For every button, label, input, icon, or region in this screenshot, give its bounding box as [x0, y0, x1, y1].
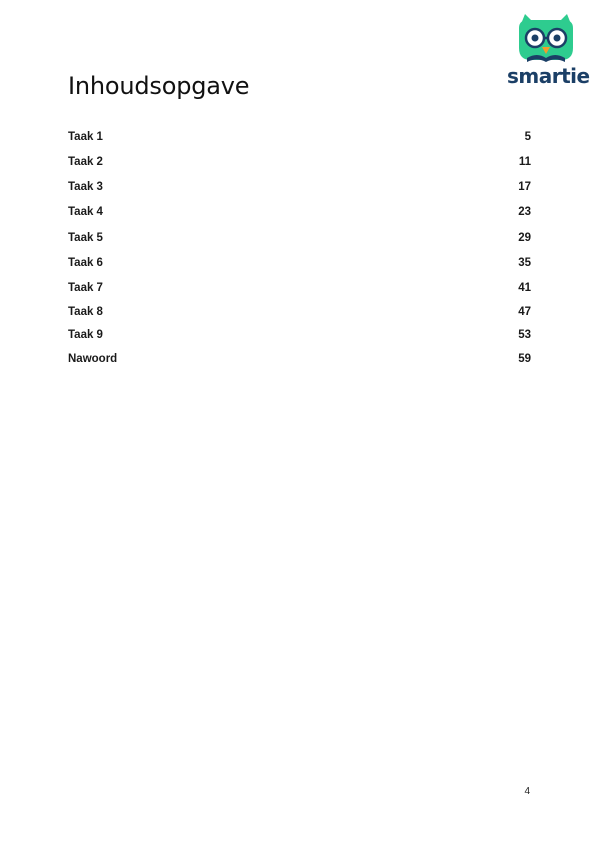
toc-page: 41: [518, 282, 531, 294]
owl-icon: [507, 14, 585, 64]
toc-row-taak-6[interactable]: [68, 254, 531, 272]
toc-label: Taak 8: [68, 306, 103, 318]
toc-row-taak-1[interactable]: [68, 128, 531, 146]
toc-label: Taak 2: [68, 156, 103, 168]
page-number: 4: [524, 786, 530, 797]
toc-row-taak-8[interactable]: [68, 303, 531, 321]
toc-page: 11: [518, 156, 531, 168]
toc-label: Taak 5: [68, 232, 103, 244]
toc-row-taak-9[interactable]: [68, 326, 531, 344]
toc-row-nawoord[interactable]: [68, 350, 531, 368]
toc-row-taak-2[interactable]: [68, 153, 531, 171]
toc-page: 17: [518, 181, 531, 193]
toc-page: 35: [518, 257, 531, 269]
toc-page: 47: [518, 306, 531, 318]
toc-label: Taak 7: [68, 282, 103, 294]
toc-label: Taak 3: [68, 181, 103, 193]
toc-row-taak-7[interactable]: [68, 279, 531, 297]
toc-label: Taak 9: [68, 329, 103, 341]
toc-label: Taak 6: [68, 257, 103, 269]
toc-page: 5: [524, 131, 531, 143]
toc-row-taak-3[interactable]: [68, 178, 531, 196]
logo-text: smartie: [507, 64, 590, 88]
toc-label: Nawoord: [68, 353, 118, 365]
toc-page: 59: [518, 353, 531, 365]
smartie-logo: [507, 14, 590, 88]
toc-label: Taak 1: [68, 131, 103, 143]
toc-page: 29: [518, 232, 531, 244]
toc-page: 53: [518, 329, 531, 341]
toc-row-taak-4[interactable]: [68, 203, 531, 221]
toc-page: 23: [518, 206, 531, 218]
toc-row-taak-5[interactable]: [68, 229, 531, 247]
page-title: Inhoudsopgave: [68, 72, 250, 100]
toc-label: Taak 4: [68, 206, 103, 218]
